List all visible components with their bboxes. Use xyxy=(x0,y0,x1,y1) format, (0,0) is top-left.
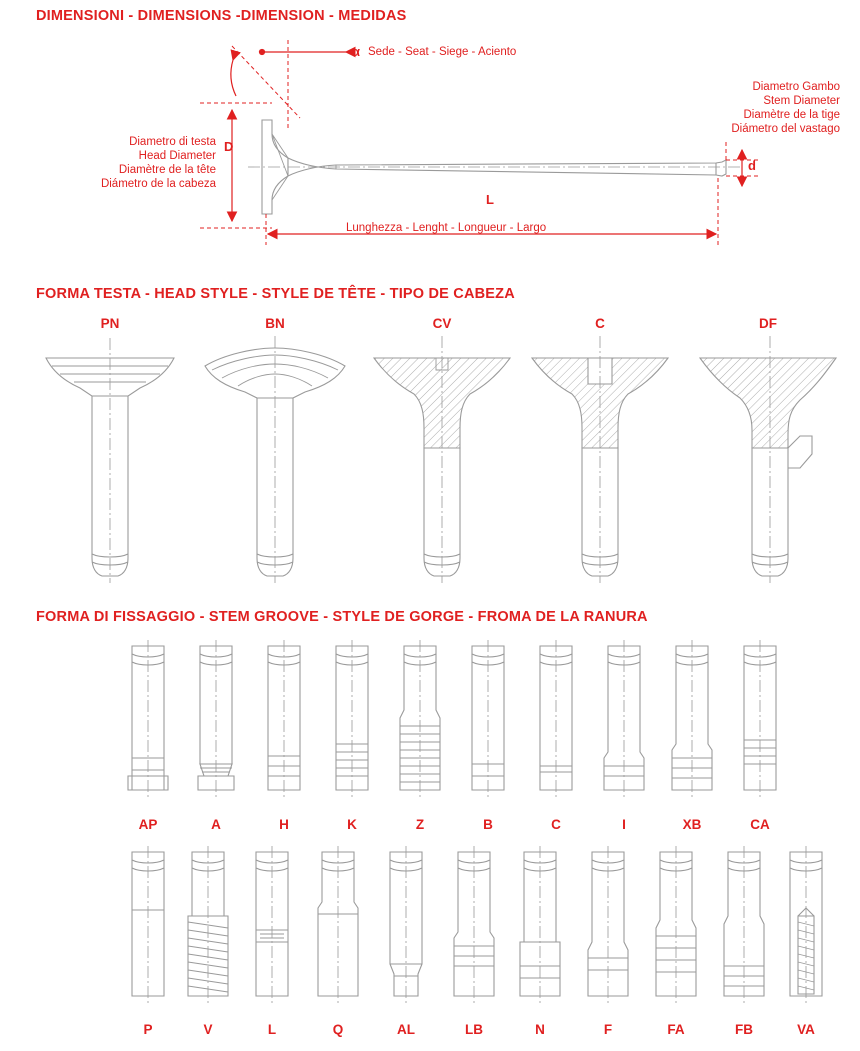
label-stem-diameter-en: Stem Diameter xyxy=(763,95,840,107)
stem-code-al: AL xyxy=(397,1022,415,1037)
section-title-stem-groove: FORMA DI FISSAGGIO - STEM GROOVE - STYLE DE GORGE - FROMA DE LA RANURA xyxy=(36,609,648,625)
head-shape-df xyxy=(700,336,836,583)
head-shape-c xyxy=(532,336,668,583)
head-code-df: DF xyxy=(759,316,777,331)
stem-code-fa: FA xyxy=(667,1022,685,1037)
label-head-diameter-es: Diámetro de la cabeza xyxy=(100,178,216,190)
label-head-diameter-fr: Diamètre de la tête xyxy=(118,164,216,176)
label-length: Lunghezza - Lenght - Longueur - Largo xyxy=(346,222,547,234)
stem-groove-row2-drawing xyxy=(0,846,860,1026)
stem-shape-k xyxy=(336,640,368,800)
stem-code-c: C xyxy=(551,817,561,832)
stem-code-a: A xyxy=(211,817,221,832)
stem-shape-ca xyxy=(744,640,776,800)
stem-shape-f xyxy=(588,846,628,1006)
stem-code-p: P xyxy=(143,1022,153,1037)
stem-shape-va xyxy=(790,846,822,1006)
label-head-diameter xyxy=(90,135,216,191)
stem-code-f: F xyxy=(603,1022,613,1037)
stem-shape-b xyxy=(472,640,504,800)
label-seat: Sede - Seat - Siege - Aciento xyxy=(368,46,517,58)
stem-code-ap: AP xyxy=(138,817,158,832)
stem-shape-fa xyxy=(656,846,696,1006)
label-alpha: α xyxy=(352,44,360,59)
head-style-drawing xyxy=(0,318,860,608)
stem-code-b: B xyxy=(483,817,493,832)
label-head-diameter-it: Diametro di testa xyxy=(129,136,216,148)
stem-code-h: H xyxy=(279,817,289,832)
stem-code-n: N xyxy=(535,1022,545,1037)
label-stem-diameter-it: Diametro Gambo xyxy=(752,81,840,93)
stem-code-q: Q xyxy=(332,1022,344,1037)
stem-shape-n xyxy=(520,846,560,1006)
stem-shape-xb xyxy=(672,640,712,800)
stem-shape-v xyxy=(188,846,228,1006)
stem-code-z: Z xyxy=(415,817,425,832)
head-code-cv: CV xyxy=(432,316,452,331)
stem-shape-h xyxy=(268,640,300,800)
stem-shape-fb xyxy=(724,846,764,1006)
head-code-pn: PN xyxy=(100,316,120,331)
label-stem-diameter-fr: Diamètre de la tige xyxy=(743,109,840,121)
stem-shape-q xyxy=(318,846,358,1006)
stem-shape-lb xyxy=(454,846,494,1006)
label-stem-diameter-es: Diámetro del vastago xyxy=(731,123,840,135)
head-code-c: C xyxy=(595,316,605,331)
head-shape-pn xyxy=(46,338,174,583)
stem-code-i: I xyxy=(622,817,626,832)
label-dim-L: L xyxy=(486,192,494,207)
section-title-dimensions: DIMENSIONI - DIMENSIONS -DIMENSION - MEDIDAS xyxy=(36,8,407,24)
stem-code-l: L xyxy=(267,1022,277,1037)
stem-code-v: V xyxy=(203,1022,213,1037)
stem-shape-a xyxy=(198,640,234,800)
stem-groove-row1-drawing xyxy=(0,640,860,820)
head-shape-bn xyxy=(205,336,345,583)
stem-shape-al xyxy=(390,846,422,1006)
stem-code-k: K xyxy=(347,817,357,832)
stem-code-va: VA xyxy=(797,1022,815,1037)
head-code-bn: BN xyxy=(265,316,285,331)
stem-code-xb: XB xyxy=(682,817,702,832)
label-dim-D: D xyxy=(224,139,234,154)
stem-shape-ap xyxy=(128,640,168,800)
stem-code-lb: LB xyxy=(465,1022,483,1037)
label-stem-diameter xyxy=(660,80,840,136)
head-shape-cv xyxy=(374,336,510,583)
stem-shape-l xyxy=(256,846,288,1006)
stem-shape-z xyxy=(400,640,440,800)
stem-shape-c-groove xyxy=(540,640,572,800)
label-head-diameter-en: Head Diameter xyxy=(138,150,216,162)
stem-code-fb: FB xyxy=(735,1022,753,1037)
label-dim-d: d xyxy=(748,158,756,173)
stem-shape-p xyxy=(132,846,164,1006)
section-title-head-style: FORMA TESTA - HEAD STYLE - STYLE DE TÊTE - TIPO DE CABEZA xyxy=(36,286,515,302)
stem-code-ca: CA xyxy=(750,817,770,832)
stem-shape-i xyxy=(604,640,644,800)
